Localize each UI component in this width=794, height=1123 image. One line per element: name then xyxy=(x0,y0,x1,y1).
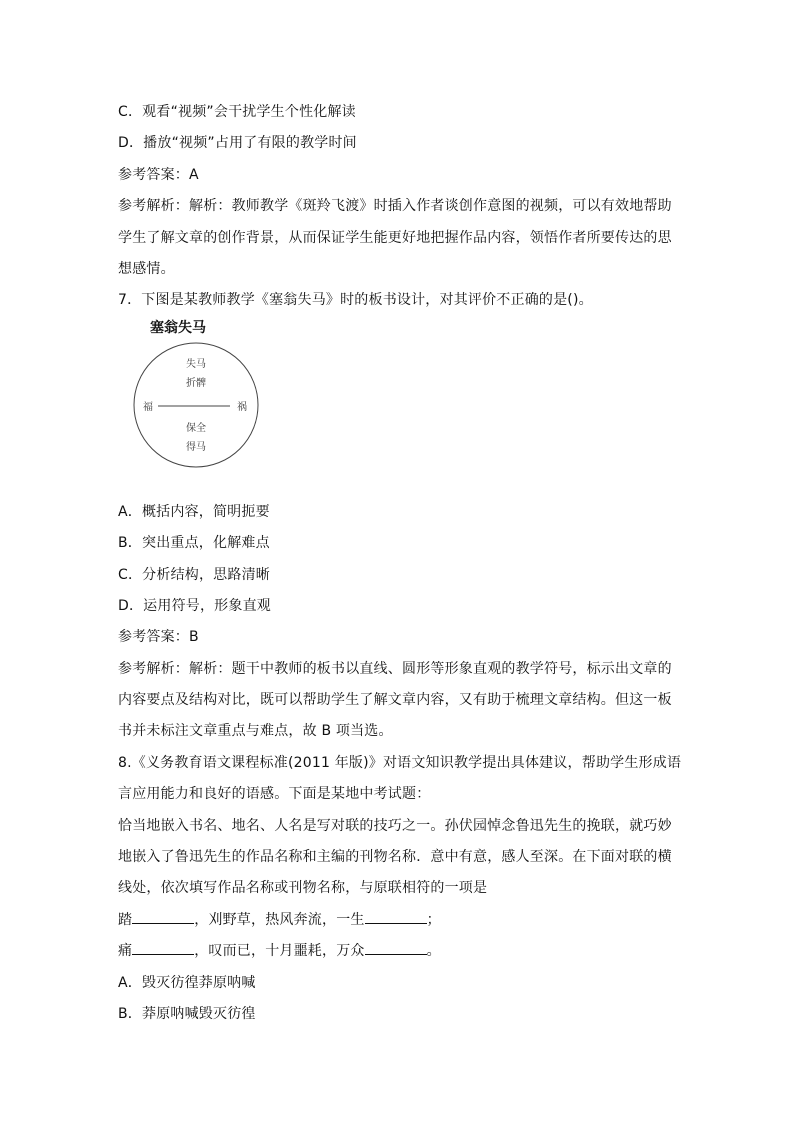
q7-option-c: C．分析结构，思路清晰 xyxy=(118,566,270,583)
q7-stem: 7．下图是某教师教学《塞翁失马》时的板书设计，对其评价不正确的是()。 xyxy=(118,292,593,309)
q6-option-c: C．观看“视频”会干扰学生个性化解读 xyxy=(118,104,356,120)
fill-blank xyxy=(132,909,194,924)
couplet-text: ； xyxy=(426,911,441,928)
couplet-line-1 xyxy=(118,905,678,936)
top-text-2: 折髀 xyxy=(186,377,206,389)
fill-blank xyxy=(365,909,427,924)
q8-stem-line: 言应用能力和良好的语感。下面是某地中考试题： xyxy=(118,786,431,803)
q8-passage-line: 恰当地嵌入书名、地名、人名是写对联的技巧之一。孙伏园悼念鲁迅先生的挽联，就巧妙 xyxy=(118,817,672,834)
q8-option-a: A．毁灭彷徨莽原呐喊 xyxy=(118,974,256,991)
couplet-text: ，叹而已，十月噩耗，万众 xyxy=(194,943,365,960)
couplet-text: 。 xyxy=(426,943,441,960)
left-text: 福 xyxy=(143,401,153,413)
fill-blank xyxy=(132,940,194,955)
q8-passage-line: 地嵌入了鲁迅先生的作品名称和主编的刊物名称．意中有意，感人至深。在下面对联的横 xyxy=(118,849,672,866)
q6-analysis-line: 想感情。 xyxy=(118,260,175,277)
circle-diagram xyxy=(118,339,268,474)
q7-answer: 参考答案：B xyxy=(118,629,199,646)
fill-blank xyxy=(365,940,427,955)
q8-option-b: B．莽原呐喊毁灭彷徨 xyxy=(118,1005,256,1022)
q6-analysis-line: 学生了解文章的创作背景，从而保证学生能更好地把握作品内容，领悟作者所要传达的思 xyxy=(118,229,672,246)
blackboard-figure xyxy=(118,317,678,497)
q7-option-d: D．运用符号，形象直观 xyxy=(118,597,271,614)
document-page xyxy=(118,97,682,1030)
q8-stem-line: 8.《义务教育语文课程标准(2011 年版)》对语文知识教学提出具体建议，帮助学生形成语 xyxy=(118,754,682,771)
couplet-text: 痛 xyxy=(118,943,133,960)
q6-analysis-line: 参考解析：解析：教师教学《斑羚飞渡》时插入作者谈创作意图的视频，可以有效地帮助 xyxy=(118,198,672,215)
couplet-text: ，刈野草，热风奔流，一生 xyxy=(194,911,365,928)
q7-analysis-line: 内容要点及结构对比，既可以帮助学生了解文章内容，又有助于梳理文章结构。但这一板 xyxy=(118,692,672,709)
q8-passage-line: 线处，依次填写作品名称或刊物名称，与原联相符的一项是 xyxy=(118,880,488,897)
figure-title: 塞翁失马 xyxy=(150,319,206,336)
couplet-line-2 xyxy=(118,936,678,967)
couplet-text: 踏 xyxy=(118,911,133,928)
q7-analysis-line: 书并未标注文章重点与难点，故 B 项当选。 xyxy=(118,723,393,740)
bottom-text-2: 得马 xyxy=(186,441,206,453)
right-text: 祸 xyxy=(237,401,247,413)
q7-option-a: A．概括内容，简明扼要 xyxy=(118,503,270,520)
q7-analysis-line: 参考解析：解析：题干中教师的板书以直线、圆形等形象直观的教学符号，标示出文章的 xyxy=(118,660,672,677)
top-text-1: 失马 xyxy=(186,358,206,370)
q6-answer: 参考答案：A xyxy=(118,166,199,183)
q6-option-d: D．播放“视频”占用了有限的教学时间 xyxy=(118,135,357,152)
q7-option-b: B．突出重点，化解难点 xyxy=(118,535,270,552)
bottom-text-1: 保全 xyxy=(186,422,206,434)
